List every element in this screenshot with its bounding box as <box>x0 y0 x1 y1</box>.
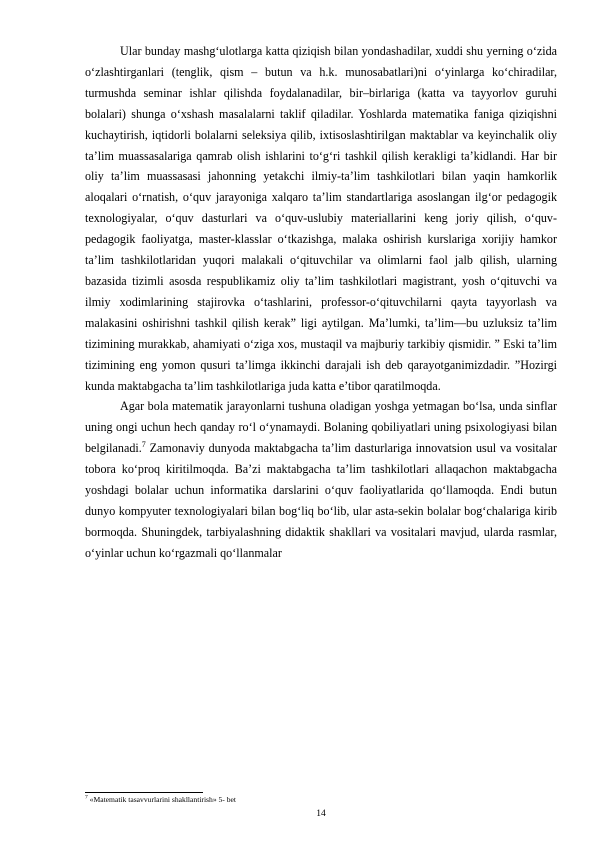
paragraph-2 <box>85 396 557 563</box>
page-number: 14 <box>316 809 326 819</box>
page-body <box>85 41 557 564</box>
footnote-mark: 7 <box>85 794 88 801</box>
paragraph-2-text-before: Agar bola matematik jarayonlarni tushuna oladigan yoshga yetmagan bo‘lsa, unda sinflar uning ongi uchun hech qanday ro‘l o‘ynamaydi. Bolaning qobiliyatlari uning psixologiyasi bilan belgilanadi. <box>85 399 557 456</box>
footnote-reference[interactable]: 7 <box>141 440 146 450</box>
footnote <box>85 795 557 805</box>
footnote-separator <box>85 792 203 793</box>
paragraph-2-text-after: Zamonaviy dunyoda maktabgacha ta’lim dasturlariga innovatsion usul va vositalar tobora ko‘proq kiritilmoqda. Ba’zi maktabgacha ta’lim tashkilotlari allaqachon maktabgacha yoshdagi bolalar uchun informatika darslarini o‘quv faoliyatlarida qo‘llamoqda. Endi butun dunyo kompyuter texnologiyalari bilan bog‘liq bo‘lib, ular asta-sekin bolalar bog‘chalariga kirib bormoqda. Shuningdek, tarbiyalashning didaktik shakllari va vositalari mavjud, ularda rasmlar, o‘yinlar uchun ko‘rgazmali qo‘llanmalar <box>85 441 557 560</box>
paragraph-1: Ular bunday mashg‘ulotlarga katta qiziqish bilan yondashadilar, xuddi shu yerning o‘zida o‘zlashtirganlari (tenglik, qism – butun va h.k. munosabatlari)ni o‘yinlarga ko‘chiradilar, turmushda seminar ishlar qilishda foydalanadilar, bir–birlariga (katta va tayyorlov guruhi bolalari) shunga o‘xshash masalalarni taklif qiladilar. Yoshlarda matematika faniga qiziqishni kuchaytirish, iqtidorli bolalarni seleksiya qilib, ixtisoslashtirilgan maktablar va keyinchalik oliy ta’lim muassasalariga qamrab olish ishlarini to‘g‘ri tashkil qilish kerakligi ta’kidlandi. Har bir oliy ta’lim muassasasi jahonning yetakchi ilmiy-ta’lim tashkilotlari bilan yaqin hamkorlik aloqalari o‘rnatish, o‘quv jarayoniga xalqaro ta’lim standartlariga asoslangan ilg‘or pedagogik texnologiyalar, o‘quv dasturlari va o‘quv-uslubiy materiallarini keng joriy qilish, o‘quv-pedagogik faoliyatga, master-klasslar o‘tkazishga, malaka oshirish kurslariga xorijiy hamkor ta’lim tashkilotlaridan yuqori malakali o‘qituvchilar va olimlarni faol jalb qilish, ularning bazasida tizimli asosda respublikamiz oliy ta’lim tashkilotlari magistrant, yosh o‘qituvchi va ilmiy xodimlarining stajirovka o‘tashlarini, professor-o‘qituvchilarni qayta tayyorlash va malakasini oshirishni tashkil qilish kerak” ligi aytilgan. Ma’lumki, ta’lim—bu uzluksiz ta’lim tizimining murakkab, ahamiyati o‘ziga xos, mustaqil va majburiy tarkibiy qismidir. ” Eski ta’lim tizimining eng yomon qusuri ta’limga ikkinchi darajali ish deb qarayotganimizdadir. ”Hozirgi kunda maktabgacha ta’lim tashkilotlariga juda katta e’tibor qaratilmoqda. <box>85 44 557 393</box>
footnote-text: «Matematik tasavvurlarini shakllantirish» 5- bet <box>89 795 237 804</box>
